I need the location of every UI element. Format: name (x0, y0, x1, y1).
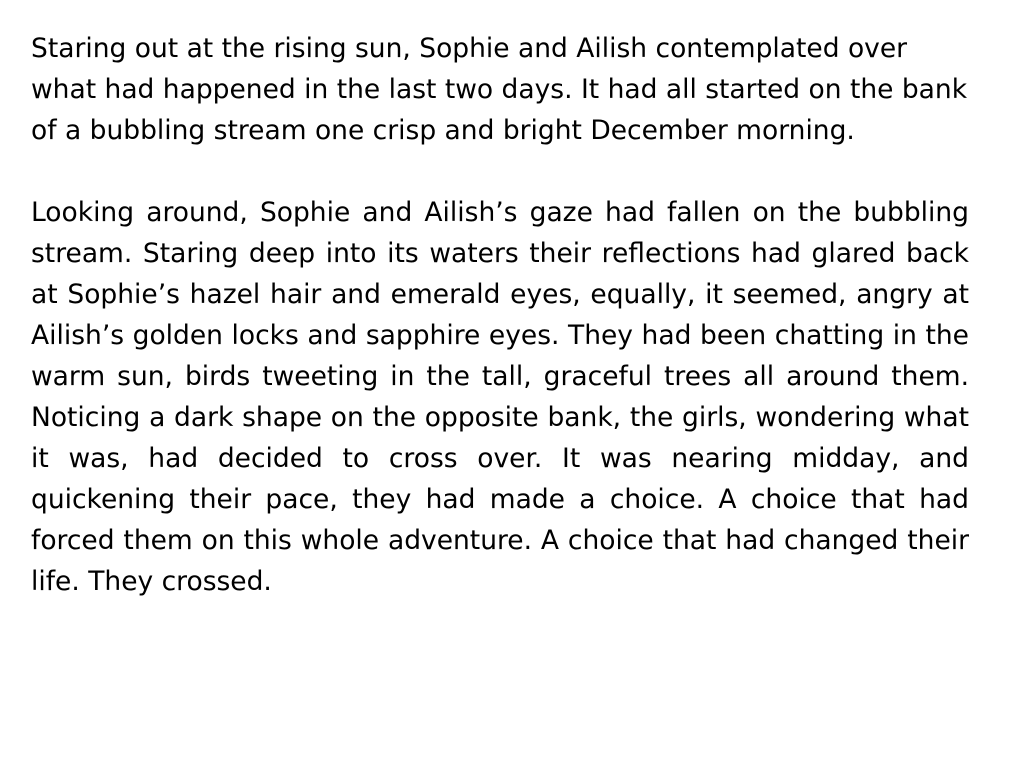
paragraph-intro: Staring out at the rising sun, Sophie and Ailish contemplated over what had happened in the last two days. It had all started on the bank of a bubbling stream one crisp and bright December morning. (31, 33, 968, 146)
paragraph-story: Looking around, Sophie and Ailish’s gaze had fallen on the bubbling stream. Staring deep into its waters their reflections had glared back at Sophie’s hazel hair and emerald eyes, equally, it seemed, angry at Ailish’s golden locks and sapphire eyes. They had been chatting in the warm sun, birds tweeting in the tall, graceful trees all around them. Noticing a dark shape on the opposite bank, the girls, wondering what it was, had decided to cross over. It was nearing midday, and quickening their pace, they had made a choice. A choice that had forced them on this whole adventure. A choice that had changed their life. They crossed. (31, 197, 969, 597)
document-body (31, 28, 969, 602)
